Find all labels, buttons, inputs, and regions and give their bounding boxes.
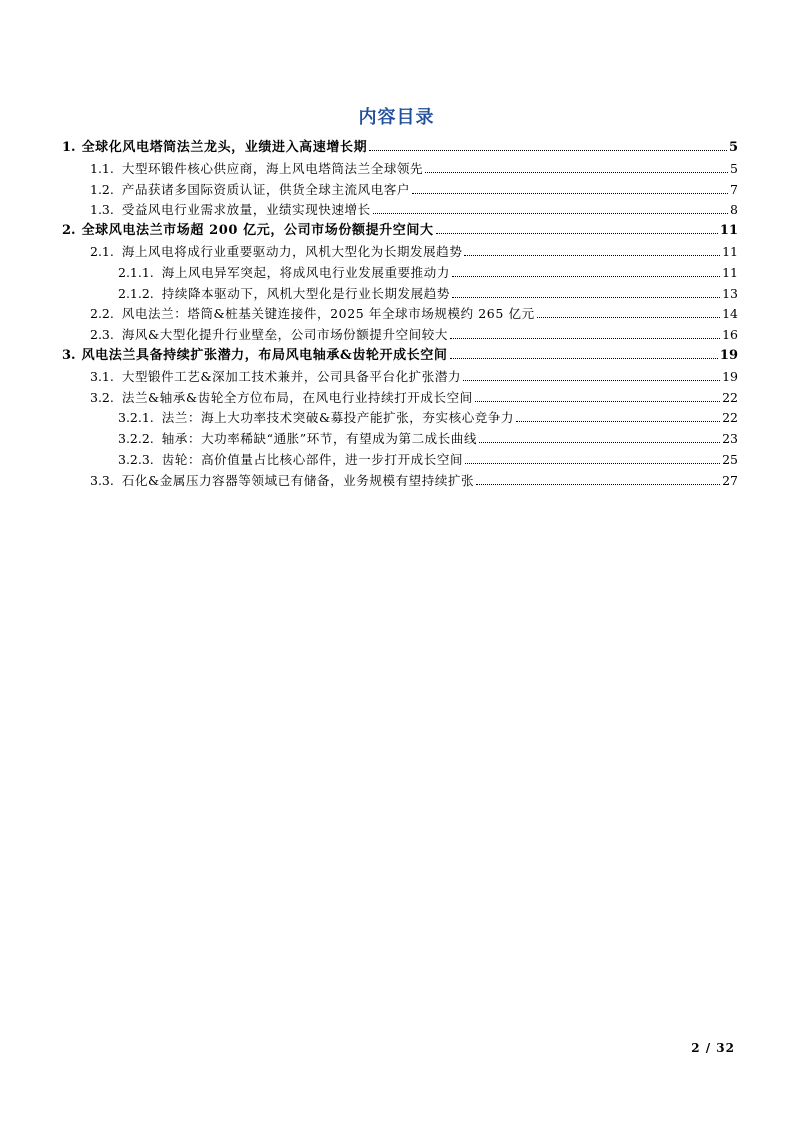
dot-leader bbox=[452, 296, 720, 298]
toc-entry-number: 2.1.1. bbox=[118, 264, 154, 280]
toc-entry-page: 14 bbox=[722, 306, 738, 322]
toc-entry-text: 海上风电将成行业重要驱动力，风机大型化为长期发展趋势 bbox=[121, 243, 463, 259]
toc-entry-number: 3. bbox=[62, 347, 76, 363]
dot-leader bbox=[412, 192, 728, 194]
toc-entry-3-2-2[interactable] bbox=[62, 429, 738, 450]
dot-leader bbox=[450, 337, 720, 339]
toc-entry-page: 11 bbox=[722, 243, 738, 259]
toc-entry-page: 16 bbox=[722, 327, 738, 343]
dot-leader bbox=[464, 254, 720, 256]
dot-leader bbox=[425, 171, 728, 173]
toc-entry-number: 3.1. bbox=[90, 368, 114, 384]
toc-entry-number: 2.1.2. bbox=[118, 285, 154, 301]
toc-entry-3-1[interactable] bbox=[62, 367, 738, 388]
toc-entry-text: 法兰&轴承&齿轮全方位布局，在风电行业持续打开成长空间 bbox=[121, 389, 473, 405]
toc-entry-3-2-3[interactable] bbox=[62, 450, 738, 471]
toc-entry-text: 海风&大型化提升行业壁垒，公司市场份额提升空间较大 bbox=[121, 327, 448, 343]
toc-entry-number: 3.2.2. bbox=[118, 431, 154, 447]
toc-entry-text: 齿轮：高价值量占比核心部件，进一步打开成长空间 bbox=[161, 451, 464, 467]
toc-entry-page: 13 bbox=[722, 285, 738, 301]
dot-leader bbox=[436, 232, 718, 234]
dot-leader bbox=[465, 462, 720, 464]
toc-entry-2-3[interactable] bbox=[62, 325, 738, 346]
toc-entry-page: 27 bbox=[722, 472, 738, 488]
toc-entry-text: 大型环锻件核心供应商，海上风电塔筒法兰全球领先 bbox=[121, 160, 424, 176]
toc-entry-1[interactable] bbox=[62, 138, 738, 159]
toc-entry-1-3[interactable] bbox=[62, 200, 738, 221]
toc-entry-number: 1. bbox=[62, 140, 76, 155]
toc-entry-2-1-2[interactable] bbox=[62, 284, 738, 305]
toc-entry-page: 25 bbox=[722, 451, 738, 467]
toc-entry-page: 19 bbox=[722, 368, 738, 384]
table-of-contents bbox=[62, 138, 738, 492]
dot-leader bbox=[369, 149, 727, 151]
toc-entry-page: 8 bbox=[730, 202, 738, 218]
toc-entry-text: 风电法兰具备持续扩张潜力，布局风电轴承&齿轮开成长空间 bbox=[81, 347, 448, 363]
toc-entry-3-2-1[interactable] bbox=[62, 408, 738, 429]
toc-entry-2-2[interactable] bbox=[62, 304, 738, 325]
toc-entry-page: 23 bbox=[722, 431, 738, 447]
toc-entry-text: 大型锻件工艺&深加工技术兼并，公司具备平台化扩张潜力 bbox=[121, 368, 462, 384]
toc-entry-page: 11 bbox=[722, 264, 738, 280]
toc-entry-1-1[interactable] bbox=[62, 159, 738, 180]
dot-leader bbox=[463, 379, 720, 381]
dot-leader bbox=[537, 316, 720, 318]
toc-entry-2-1[interactable] bbox=[62, 242, 738, 263]
toc-entry-number: 3.2. bbox=[90, 389, 114, 405]
toc-entry-3-2[interactable] bbox=[62, 388, 738, 409]
dot-leader bbox=[479, 441, 720, 443]
toc-entry-text: 海上风电异军突起，将成风电行业发展重要推动力 bbox=[161, 264, 450, 280]
toc-entry-text: 全球风电法兰市场超 200 亿元，公司市场份额提升空间大 bbox=[81, 223, 434, 239]
toc-entry-page: 5 bbox=[728, 140, 738, 155]
toc-entry-page: 5 bbox=[730, 160, 738, 176]
dot-leader bbox=[452, 275, 720, 277]
toc-entry-text: 法兰：海上大功率技术突破&募投产能扩张，夯实核心竞争力 bbox=[161, 410, 515, 426]
toc-entry-page: 7 bbox=[730, 181, 738, 197]
toc-entry-2-1-1[interactable] bbox=[62, 263, 738, 284]
toc-entry-page: 22 bbox=[722, 389, 738, 405]
toc-entry-text: 受益风电行业需求放量，业绩实现快速增长 bbox=[121, 202, 371, 218]
dot-leader bbox=[450, 357, 718, 359]
toc-entry-page: 11 bbox=[719, 223, 738, 239]
toc-entry-number: 2. bbox=[62, 223, 76, 239]
toc-entry-1-2[interactable] bbox=[62, 180, 738, 201]
toc-entry-3[interactable] bbox=[62, 346, 738, 367]
toc-entry-number: 2.1. bbox=[90, 243, 114, 259]
toc-entry-number: 1.2. bbox=[90, 181, 114, 197]
toc-entry-text: 石化&金属压力容器等领域已有储备，业务规模有望持续扩张 bbox=[121, 472, 475, 488]
toc-title: 内容目录 bbox=[358, 107, 435, 128]
toc-entry-text: 产品获诸多国际资质认证，供货全球主流风电客户 bbox=[121, 181, 411, 197]
dot-leader bbox=[373, 212, 728, 214]
toc-entry-3-3[interactable] bbox=[62, 471, 738, 492]
toc-entry-text: 持续降本驱动下，风机大型化是行业长期发展趋势 bbox=[161, 285, 450, 301]
toc-entry-2[interactable] bbox=[62, 221, 738, 242]
toc-entry-number: 3.2.1. bbox=[118, 410, 154, 426]
toc-entry-page: 22 bbox=[722, 410, 738, 426]
page-number: 2 / 32 bbox=[691, 1041, 735, 1055]
dot-leader bbox=[475, 400, 720, 402]
toc-entry-number: 2.3. bbox=[90, 327, 114, 343]
toc-entry-text: 风电法兰：塔筒&桩基关键连接件，2025 年全球市场规模约 265 亿元 bbox=[121, 306, 535, 322]
dot-leader bbox=[476, 483, 720, 485]
toc-entry-text: 轴承：大功率稀缺“通胀”环节，有望成为第二成长曲线 bbox=[161, 431, 478, 447]
toc-entry-number: 1.3. bbox=[90, 202, 114, 218]
toc-entry-page: 19 bbox=[719, 347, 738, 363]
toc-entry-number: 2.2. bbox=[90, 306, 114, 322]
toc-entry-number: 3.3. bbox=[90, 472, 114, 488]
dot-leader bbox=[516, 420, 720, 422]
toc-entry-text: 全球化风电塔筒法兰龙头，业绩进入高速增长期 bbox=[81, 140, 368, 155]
toc-entry-number: 3.2.3. bbox=[118, 451, 154, 467]
toc-entry-number: 1.1. bbox=[90, 160, 114, 176]
